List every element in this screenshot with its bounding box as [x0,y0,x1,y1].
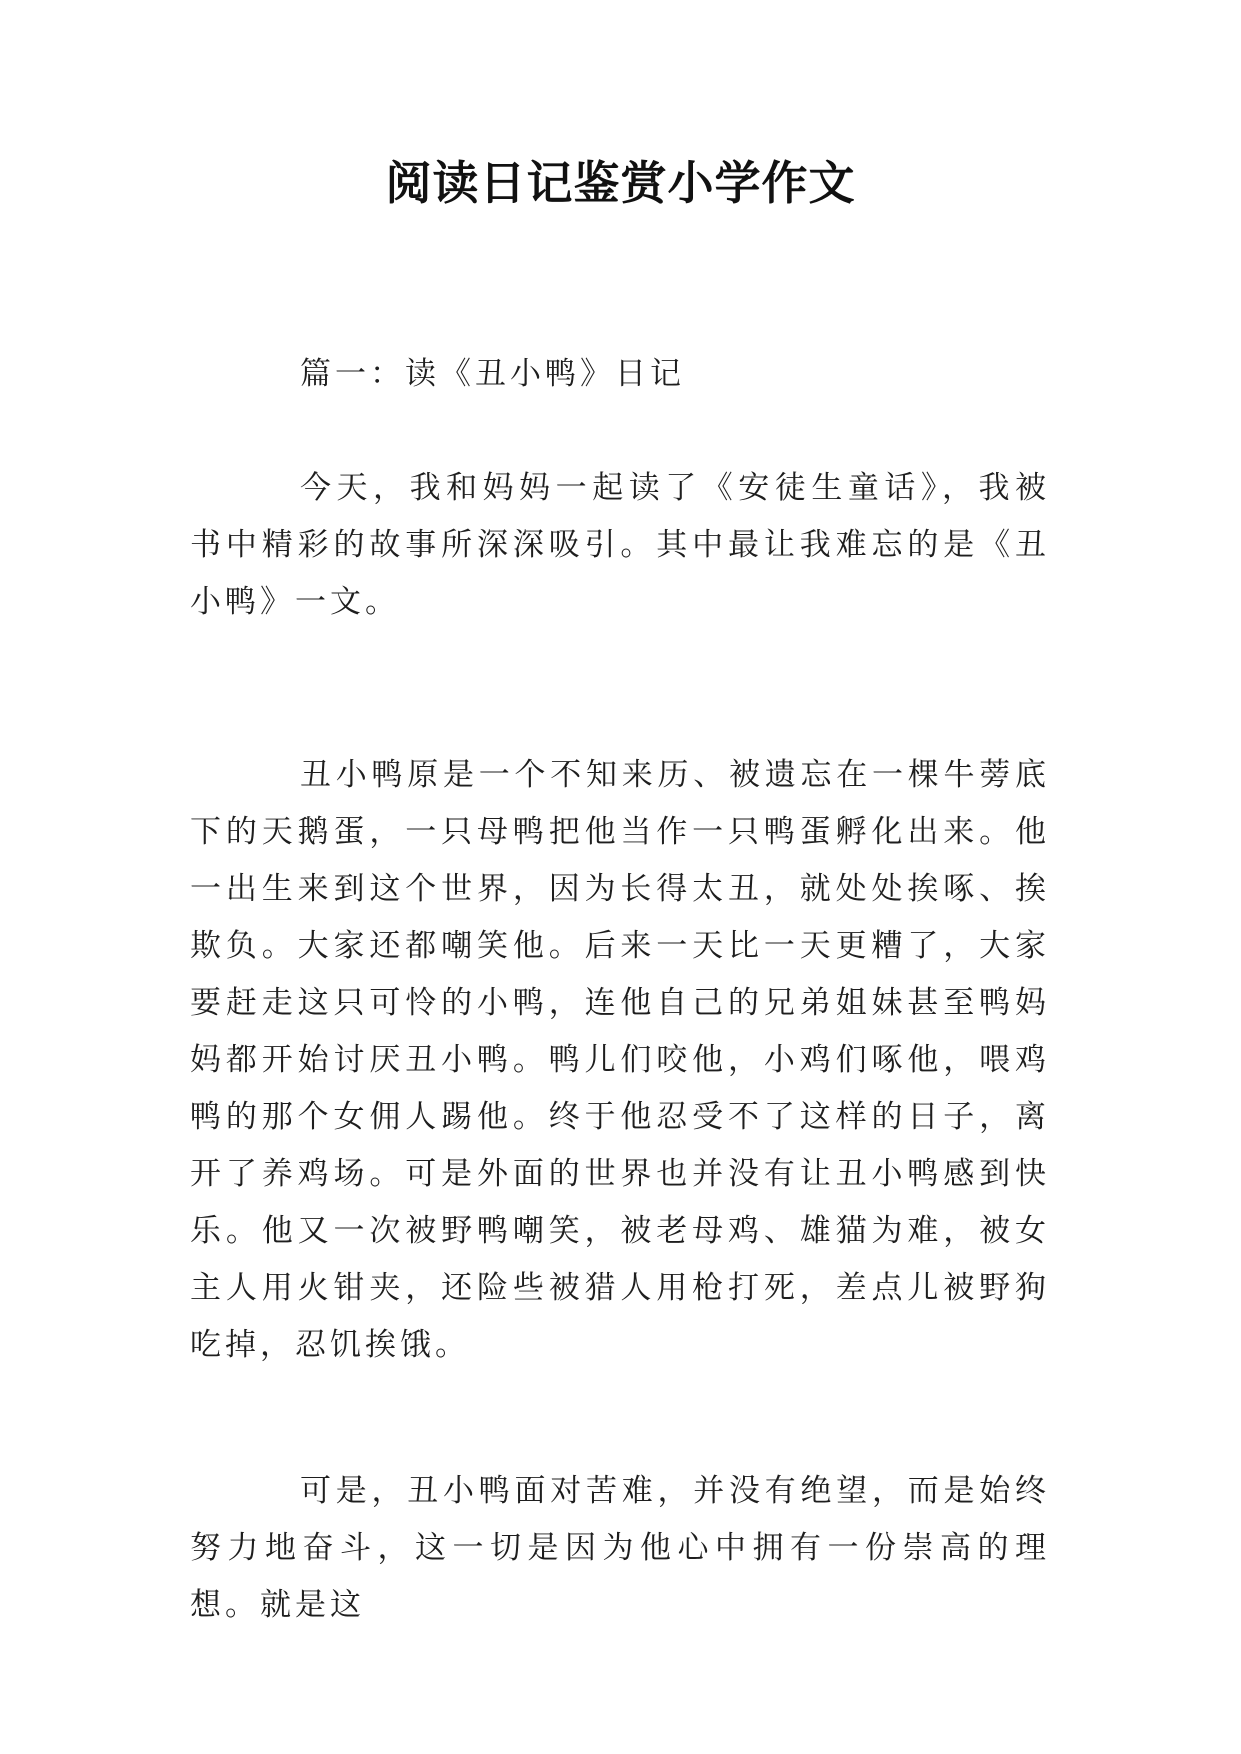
paragraph-2: 丑小鸭原是一个不知来历、被遗忘在一棵牛蒡底下的天鹅蛋，一只母鸭把他当作一只鸭蛋孵化出来。他一出生来到这个世界，因为长得太丑，就处处挨啄、挨欺负。大家还都嘲笑他。后来一天比一天更糟了，大家要赶走这只可怜的小鸭，连他自己的兄弟姐妹甚至鸭妈妈都开始讨厌丑小鸭。鸭儿们咬他，小鸡们啄他，喂鸡鸭的那个女佣人踢他。终于他忍受不了这样的日子，离开了养鸡场。可是外面的世界也并没有让丑小鸭感到快乐。他又一次被野鸭嘲笑，被老母鸡、雄猫为难，被女主人用火钳夹，还险些被猎人用枪打死，差点儿被野狗吃掉，忍饥挨饿。 [190,757,1050,1363]
paragraph-3: 可是，丑小鸭面对苦难，并没有绝望，而是始终努力地奋斗，这一切是因为他心中拥有一份崇高的理想。就是这 [190,1473,1050,1623]
paragraph-1: 今天，我和妈妈一起读了《安徒生童话》，我被书中精彩的故事所深深吸引。其中最让我难忘的是《丑小鸭》一文。 [190,470,1050,620]
section-heading: 篇一：读《丑小鸭》日记 [300,356,685,392]
page-title: 阅读日记鉴赏小学作文 [385,156,856,210]
